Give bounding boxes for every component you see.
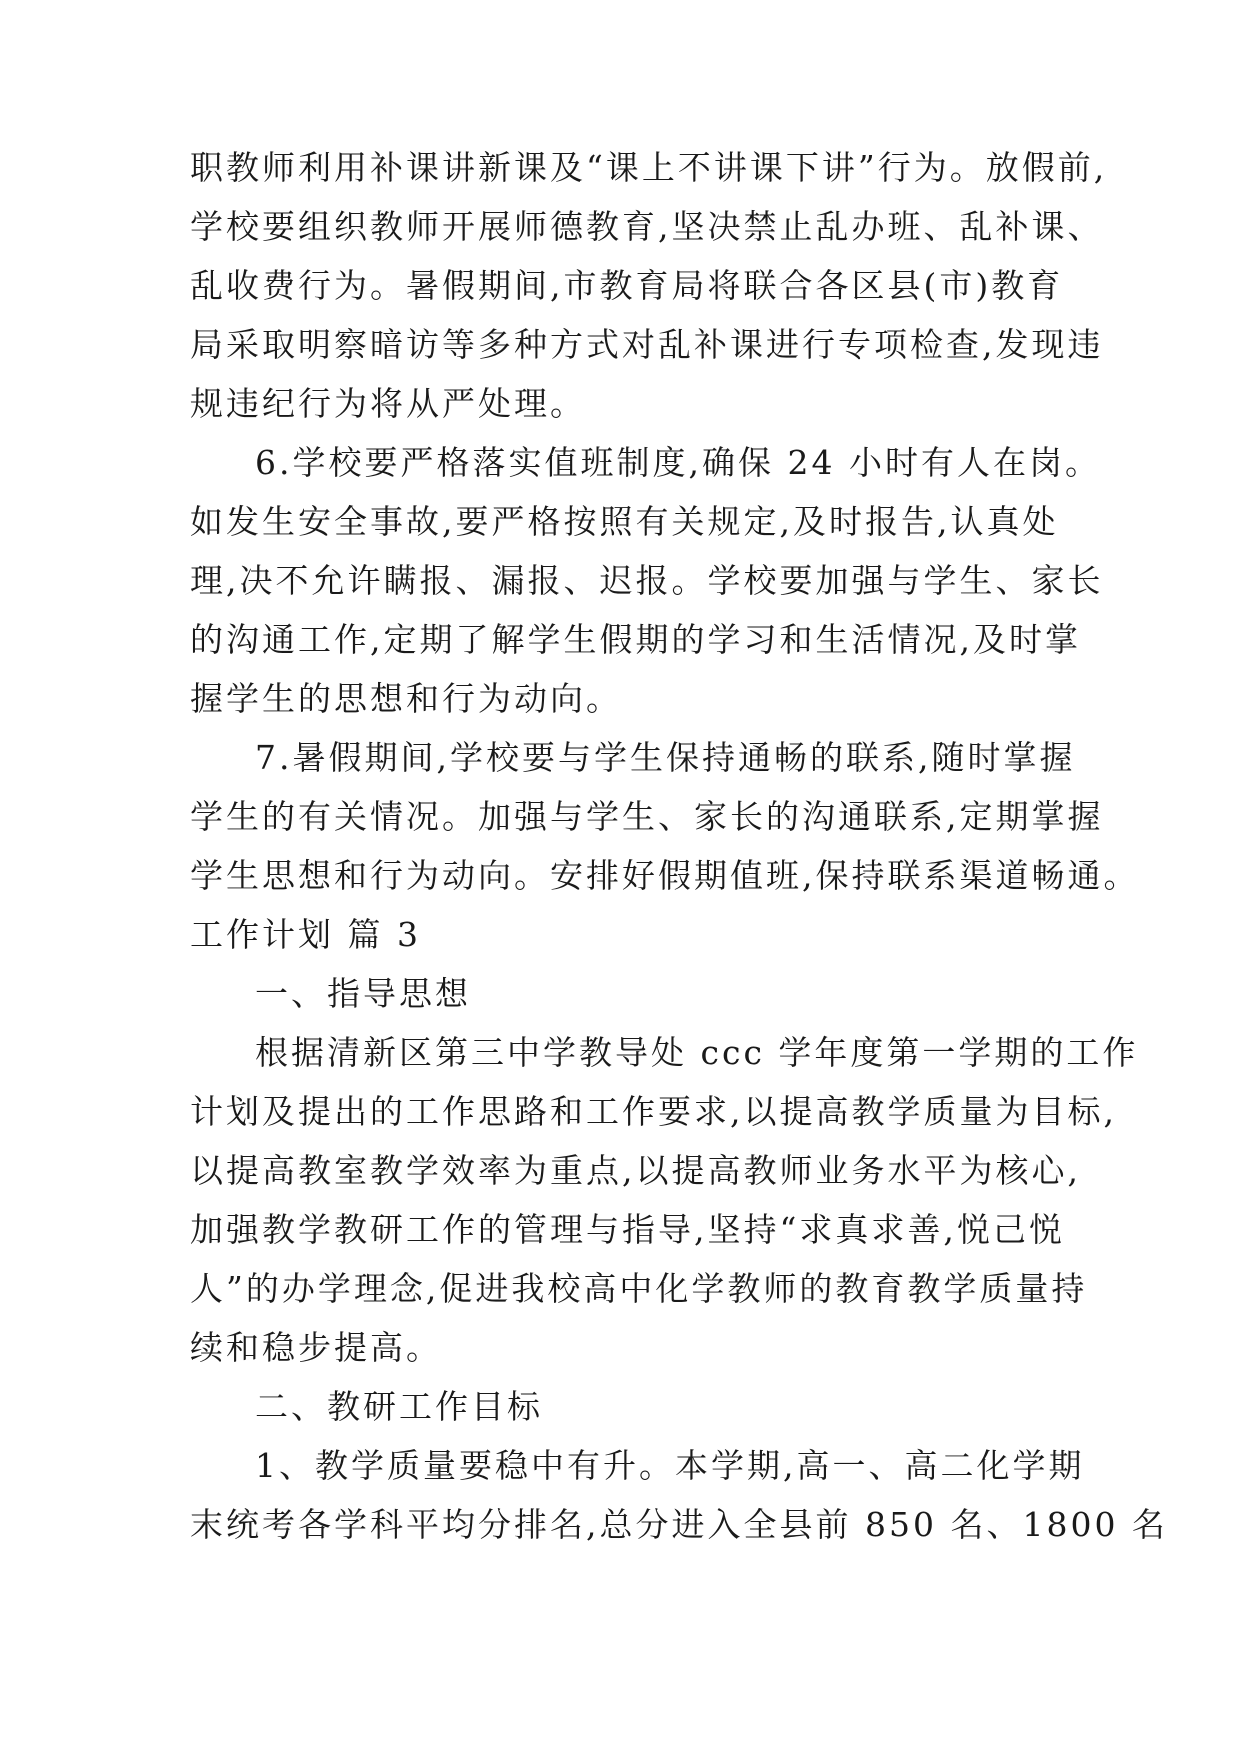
text-line-7: 如发生安全事故,要严格按照有关规定,及时报告,认真处 bbox=[190, 502, 1059, 541]
heading-guiding-thought: 一、指导思想 bbox=[255, 974, 471, 1013]
text-line-23: 1、教学质量要稳中有升。本学期,高一、高二化学期 bbox=[255, 1446, 1085, 1485]
text-line-12: 学生的有关情况。加强与学生、家长的沟通联系,定期掌握 bbox=[190, 797, 1104, 836]
text-line-20: 人”的办学理念,促进我校高中化学教师的教育教学质量持 bbox=[190, 1269, 1088, 1308]
text-line-5: 规违纪行为将从严处理。 bbox=[190, 384, 586, 423]
text-line-8: 理,决不允许瞒报、漏报、迟报。学校要加强与学生、家长 bbox=[190, 561, 1104, 600]
heading-research-goals: 二、教研工作目标 bbox=[255, 1387, 543, 1426]
text-line-17: 计划及提出的工作思路和工作要求,以提高教学质量为目标, bbox=[190, 1092, 1117, 1131]
text-line-16: 根据清新区第三中学教导处 ccc 学年度第一学期的工作 bbox=[255, 1033, 1139, 1072]
text-line-19: 加强教学教研工作的管理与指导,坚持“求真求善,悦己悦 bbox=[190, 1210, 1065, 1249]
text-line-11: 7.暑假期间,学校要与学生保持通畅的联系,随时掌握 bbox=[255, 738, 1076, 777]
text-line-10: 握学生的思想和行为动向。 bbox=[190, 679, 622, 718]
text-line-9: 的沟通工作,定期了解学生假期的学习和生活情况,及时掌 bbox=[190, 620, 1081, 659]
text-line-6: 6.学校要严格落实值班制度,确保 24 小时有人在岗。 bbox=[255, 443, 1101, 482]
text-line-4: 局采取明察暗访等多种方式对乱补课进行专项检查,发现违 bbox=[190, 325, 1104, 364]
text-line-1: 职教师利用补课讲新课及“课上不讲课下讲”行为。放假前, bbox=[190, 148, 1108, 187]
text-line-18: 以提高教室教学效率为重点,以提高教师业务水平为核心, bbox=[190, 1151, 1081, 1190]
text-line-21: 续和稳步提高。 bbox=[190, 1328, 442, 1367]
text-line-3: 乱收费行为。暑假期间,市教育局将联合各区县(市)教育 bbox=[190, 266, 1064, 305]
text-line-2: 学校要组织教师开展师德教育,坚决禁止乱办班、乱补课、 bbox=[190, 207, 1104, 246]
text-line-13: 学生思想和行为动向。安排好假期值班,保持联系渠道畅通。 bbox=[190, 856, 1140, 895]
text-line-24: 末统考各学科平均分排名,总分进入全县前 850 名、1800 名 bbox=[190, 1505, 1168, 1544]
section-title: 工作计划 篇 3 bbox=[190, 915, 421, 954]
